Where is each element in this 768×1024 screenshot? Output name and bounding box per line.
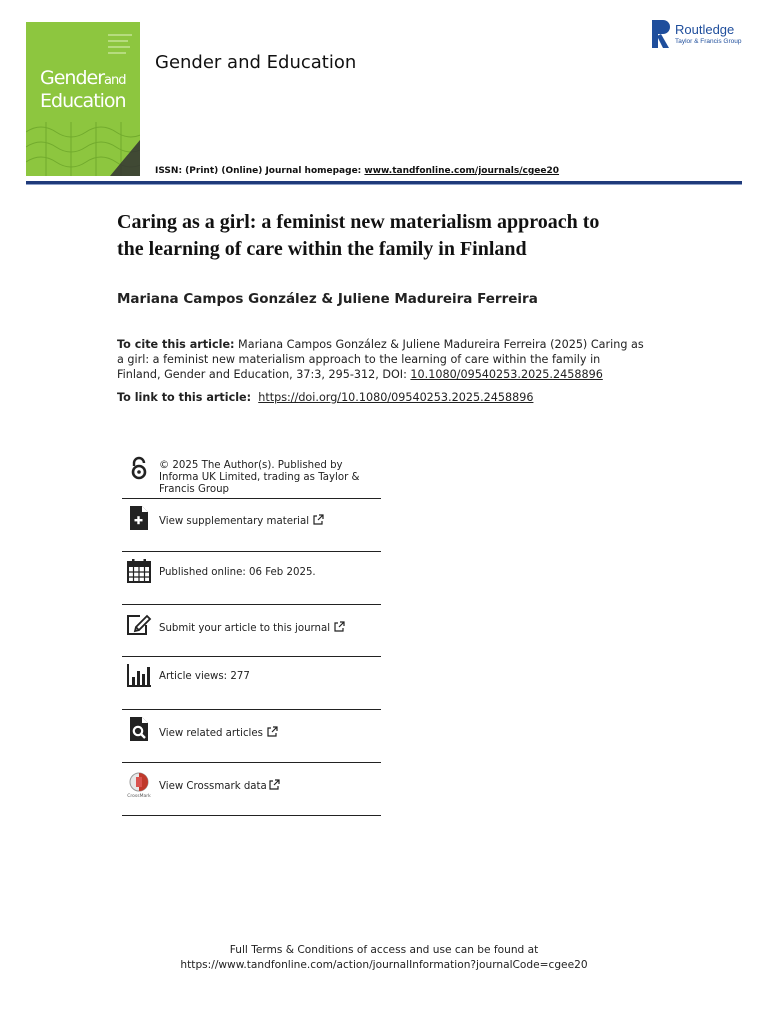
related-articles-link[interactable]: View related articles	[159, 726, 278, 740]
header-divider-thin	[26, 184, 742, 185]
article-authors: Mariana Campos González & Juliene Madureira Ferreira	[117, 291, 538, 307]
external-link-icon	[313, 514, 324, 525]
crossmark-link[interactable]: View Crossmark data	[159, 779, 280, 793]
publisher-brand: Routledge	[675, 22, 735, 37]
copyright-text: © 2025 The Author(s). Published by Informa UK Limited, trading as Taylor & Francis Group	[159, 460, 360, 495]
info-row-crossmark[interactable]	[122, 763, 381, 816]
published-date: Published online: 06 Feb 2025.	[159, 567, 316, 578]
external-link-icon	[269, 779, 280, 790]
supplementary-file-icon	[126, 505, 152, 531]
routledge-r-icon	[652, 20, 670, 48]
submit-article-link[interactable]: Submit your article to this journal	[159, 621, 345, 635]
article-doi-link[interactable]: https://doi.org/10.1080/09540253.2025.2458896	[258, 391, 534, 404]
publisher-tagline: Taylor & Francis Group	[675, 38, 742, 45]
info-row-published	[122, 552, 381, 605]
external-link-icon	[334, 621, 345, 632]
publisher-logo	[652, 20, 752, 50]
related-search-icon	[126, 716, 152, 742]
article-views: Article views: 277	[159, 671, 250, 682]
info-row-views	[122, 657, 381, 710]
citation-block	[117, 337, 647, 382]
open-access-icon	[126, 456, 152, 482]
calendar-icon	[126, 558, 152, 584]
journal-cover-image	[26, 22, 140, 176]
terms-text: Full Terms & Conditions of access and use can be found at	[229, 944, 539, 956]
article-info-list	[122, 450, 381, 816]
article-title: Caring as a girl: a feminist new materialism approach to the learning of care within the family in Finland	[117, 211, 600, 260]
terms-footer	[0, 943, 768, 973]
svg-text:CrossMark: CrossMark	[127, 794, 151, 798]
issn-line: ISSN: (Print) (Online) Journal homepage: www.tandfonline.com/journals/cgee20	[155, 166, 560, 176]
cite-text: Mariana Campos González & Juliene Madureira Ferreira (2025) Caring as a girl: a feminist new materialism approach to the learning of care within the family in Finland, Gender and Education, 37:3, 295-312, DOI:	[117, 338, 644, 381]
link-label: To link to this article:	[117, 391, 252, 404]
info-row-supplementary[interactable]	[122, 499, 381, 552]
supplementary-link[interactable]: View supplementary material	[159, 514, 324, 528]
journal-homepage-link[interactable]: www.tandfonline.com/journals/cgee20	[364, 166, 560, 176]
info-row-open-access	[122, 450, 381, 499]
cite-doi-link[interactable]: 10.1080/09540253.2025.2458896	[410, 368, 603, 381]
info-row-related[interactable]	[122, 710, 381, 763]
journal-name: Gender and Education	[155, 52, 357, 73]
info-row-submit[interactable]	[122, 605, 381, 657]
crossmark-icon	[126, 772, 152, 798]
bar-chart-icon	[126, 662, 152, 688]
external-link-icon	[267, 726, 278, 737]
submit-edit-icon	[126, 612, 152, 638]
cite-label: To cite this article:	[117, 338, 235, 351]
article-link-line	[117, 391, 533, 404]
terms-url[interactable]: https://www.tandfonline.com/action/journalInformation?journalCode=cgee20	[180, 959, 588, 971]
cover-title: Genderand Education	[40, 67, 126, 112]
